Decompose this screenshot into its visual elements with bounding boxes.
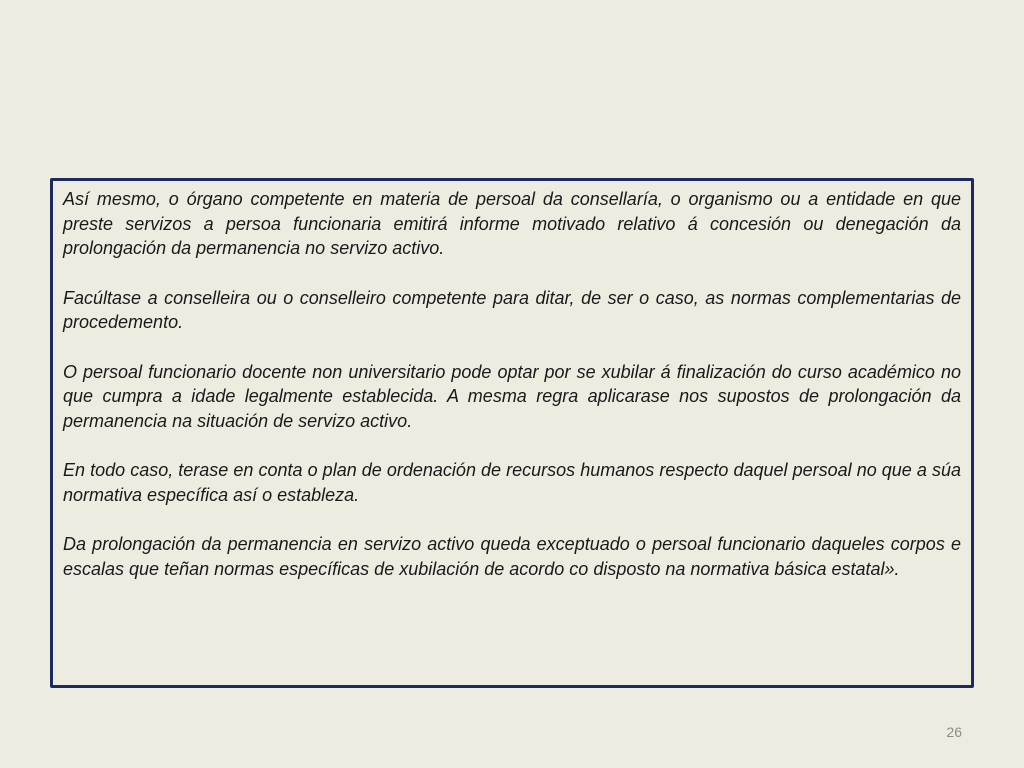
- paragraph-4: En todo caso, terase en conta o plan de ordenación de recursos humanos respecto daquel persoal no que a súa normativa específica así o estableza.: [63, 460, 961, 505]
- paragraph-2: Facúltase a conselleira ou o conselleiro competente para ditar, de ser o caso, as normas complementarias de procedemento.: [63, 287, 961, 332]
- page-number: 26: [946, 724, 962, 740]
- text-box: [50, 178, 974, 688]
- paragraph-5: Da prolongación da permanencia en servizo activo queda exceptuado o persoal funcionario daqueles corpos e escalas que teñan normas específicas de xubilación de acordo co disposto na normativa básica estatal».: [63, 534, 961, 579]
- paragraph-1: Así mesmo, o órgano competente en materia de persoal da consellaría, o organismo ou a entidade en que preste servizos a persoa funcionaria emitirá informe motivado relativo á concesión ou denegación da prolongación da permanencia no servizo activo.: [63, 189, 961, 258]
- paragraph-3: O persoal funcionario docente non universitario pode optar por se xubilar á finalización do curso académico no que cumpra a idade legalmente establecida. A mesma regra aplicarase nos supostos de prolongación da permanencia na situación de servizo activo.: [63, 361, 961, 431]
